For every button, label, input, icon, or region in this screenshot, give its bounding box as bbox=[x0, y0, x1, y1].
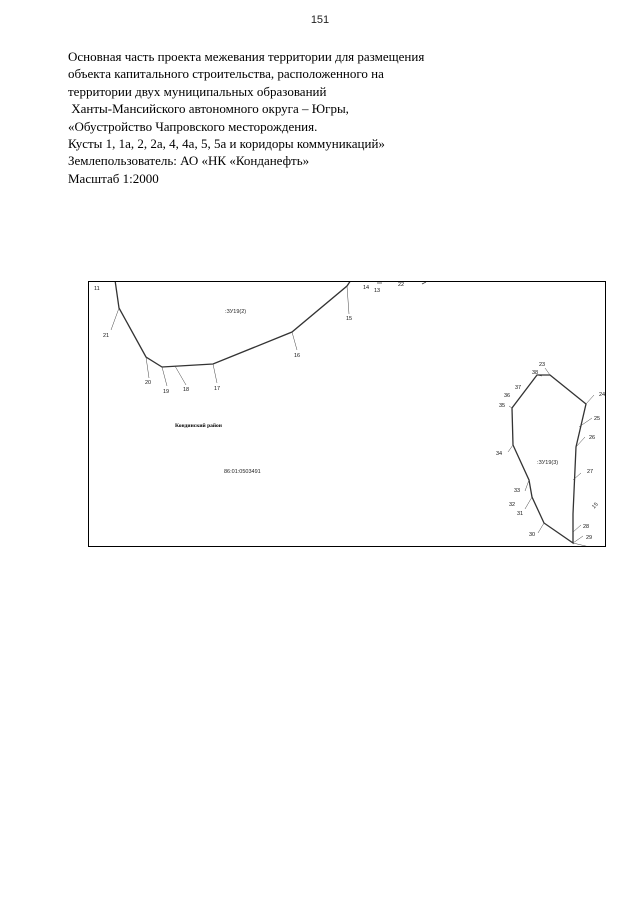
parcel-2-boundary bbox=[512, 375, 586, 543]
header-line-4: Ханты-Мансийского автономного округа – Югры, bbox=[68, 101, 349, 117]
header-line-8: Масштаб 1:2000 bbox=[68, 170, 159, 186]
point-label: 23 bbox=[539, 362, 546, 368]
point-label: 25 bbox=[594, 416, 601, 422]
point-label: 15 bbox=[346, 316, 353, 322]
header-line-2: объекта капитального строительства, расположенного на bbox=[68, 66, 384, 82]
header-line-1: Основная часть проекта межевания территории для размещения bbox=[68, 49, 425, 64]
point-label: 24 bbox=[599, 392, 606, 398]
parcel-1-leaders bbox=[111, 286, 349, 386]
point-label: 31 bbox=[517, 511, 524, 517]
point-label: 17 bbox=[214, 386, 221, 392]
point-label: 33 bbox=[514, 488, 521, 494]
point-label: 38 bbox=[532, 370, 539, 376]
parcel-1-boundary bbox=[115, 282, 351, 367]
point-label: 21 bbox=[103, 333, 110, 339]
point-label: 19 bbox=[163, 389, 170, 395]
point-label: 34 bbox=[496, 451, 503, 457]
survey-map-drawing bbox=[89, 282, 606, 547]
document-header bbox=[68, 48, 548, 187]
point-label: 37 bbox=[515, 385, 522, 391]
point-label: 20 bbox=[145, 380, 152, 386]
header-line-7: Землепользователь: АО «НК «Конданефть» bbox=[68, 153, 310, 169]
point-label: 32 bbox=[509, 502, 516, 508]
parcel-2-label: :ЗУ19(3) bbox=[537, 460, 559, 466]
point-label: 11 bbox=[94, 286, 100, 292]
point-label: 13 bbox=[374, 288, 381, 294]
page-number: 151 bbox=[310, 14, 330, 26]
header-line-5: «Обустройство Чапровского месторождения. bbox=[68, 118, 318, 134]
point-label: 26 bbox=[589, 435, 596, 441]
point-label: 22 bbox=[398, 282, 405, 288]
header-line-3: территории двух муниципальных образований bbox=[68, 83, 327, 99]
point-label: 35 bbox=[499, 403, 506, 409]
parcel-2-leaders bbox=[508, 368, 594, 547]
point-label: 36 bbox=[504, 393, 511, 399]
point-label: 29 bbox=[586, 535, 593, 541]
misc-mark: 15 bbox=[591, 501, 600, 511]
cadastral-quarter-label: 86:01:0503491 bbox=[224, 469, 261, 475]
point-label: 18 bbox=[183, 387, 190, 393]
point-label: 30 bbox=[529, 532, 536, 538]
parcel-1-label: :ЗУ19(2) bbox=[225, 309, 247, 315]
header-line-6: Кусты 1, 1а, 2, 2а, 4, 4а, 5, 5а и коридоры коммуникаций» bbox=[68, 136, 385, 152]
point-label: 14 bbox=[363, 285, 370, 291]
district-label: Кондинский район bbox=[175, 423, 222, 429]
survey-map bbox=[88, 281, 606, 547]
point-label: 16 bbox=[294, 353, 301, 359]
point-label: 28 bbox=[583, 524, 590, 530]
point-label: 27 bbox=[587, 469, 594, 475]
